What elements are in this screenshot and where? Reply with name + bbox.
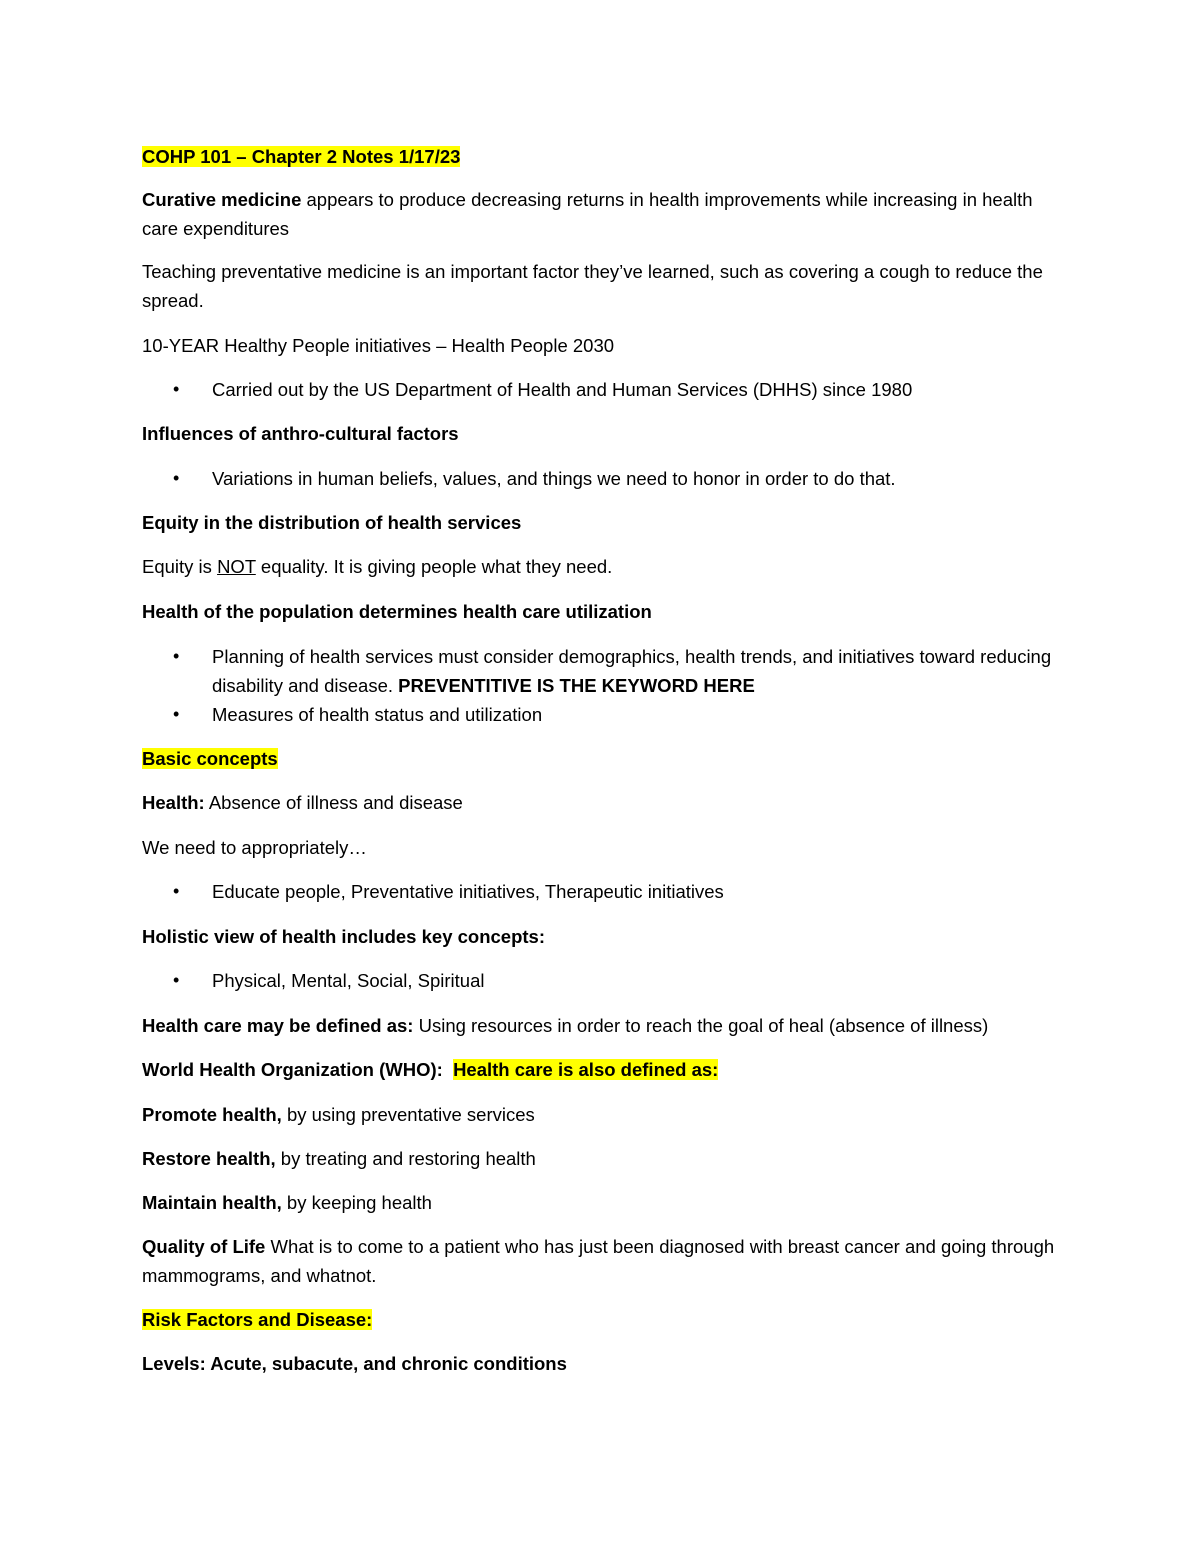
- list-item: • Variations in human beliefs, values, and things we need to honor in order to do that.: [142, 464, 1062, 493]
- list-item: • Educate people, Preventative initiatives, Therapeutic initiatives: [142, 877, 1062, 906]
- healthcare-definition: Health care may be defined as: Using resources in order to reach the goal of heal (absence of illness): [142, 1015, 989, 1036]
- basic-concepts-heading: Basic concepts: [142, 748, 278, 769]
- doc-title: COHP 101 – Chapter 2 Notes 1/17/23: [142, 146, 461, 167]
- bullet-icon: •: [173, 379, 180, 399]
- health-definition: Health: Absence of illness and disease: [142, 792, 463, 813]
- list-item: • Planning of health services must consider demographics, health trends, and initiatives toward reducing disability and disease. PREVENTITIVE IS THE KEYWORD HERE: [142, 642, 1062, 700]
- equity-paragraph: Equity is NOT equality. It is giving people what they need.: [142, 556, 613, 577]
- levels-line: Levels: Acute, subacute, and chronic conditions: [142, 1353, 567, 1374]
- quality-of-life: Quality of Life What is to come to a patient who has just been diagnosed with breast cancer and going through mammograms, and whatnot.: [142, 1236, 1055, 1286]
- who-definition: World Health Organization (WHO): Health care is also defined as:: [142, 1059, 719, 1080]
- anthro-list: [142, 464, 1062, 493]
- healthy-people-list: [142, 375, 1062, 404]
- bullet-icon: •: [173, 704, 180, 724]
- population-list: [142, 642, 1062, 729]
- teaching-paragraph: Teaching preventative medicine is an important factor they’ve learned, such as covering a cough to reduce the spread.: [142, 261, 1043, 311]
- maintain-health: Maintain health, by keeping health: [142, 1192, 432, 1213]
- curative-paragraph: Curative medicine appears to produce decreasing returns in health improvements while increasing in health care expenditures: [142, 189, 1033, 239]
- bullet-icon: •: [173, 970, 180, 990]
- population-heading: Health of the population determines health care utilization: [142, 601, 652, 622]
- list-item: • Measures of health status and utilization: [142, 700, 1062, 729]
- need-paragraph: We need to appropriately…: [142, 837, 367, 858]
- promote-health: Promote health, by using preventative services: [142, 1104, 535, 1125]
- risk-factors-heading: Risk Factors and Disease:: [142, 1309, 373, 1330]
- holistic-heading: Holistic view of health includes key concepts:: [142, 926, 545, 947]
- holistic-list: [142, 966, 1062, 995]
- healthy-people-paragraph: 10-YEAR Healthy People initiatives – Health People 2030: [142, 335, 615, 356]
- bullet-icon: •: [173, 468, 180, 488]
- list-item: • Carried out by the US Department of Health and Human Services (DHHS) since 1980: [142, 375, 1062, 404]
- restore-health: Restore health, by treating and restoring health: [142, 1148, 536, 1169]
- basic-list: [142, 877, 1062, 906]
- anthro-heading: Influences of anthro-cultural factors: [142, 423, 459, 444]
- bullet-icon: •: [173, 881, 180, 901]
- bullet-icon: •: [173, 646, 180, 666]
- equity-heading: Equity in the distribution of health services: [142, 512, 522, 533]
- list-item: • Physical, Mental, Social, Spiritual: [142, 966, 1062, 995]
